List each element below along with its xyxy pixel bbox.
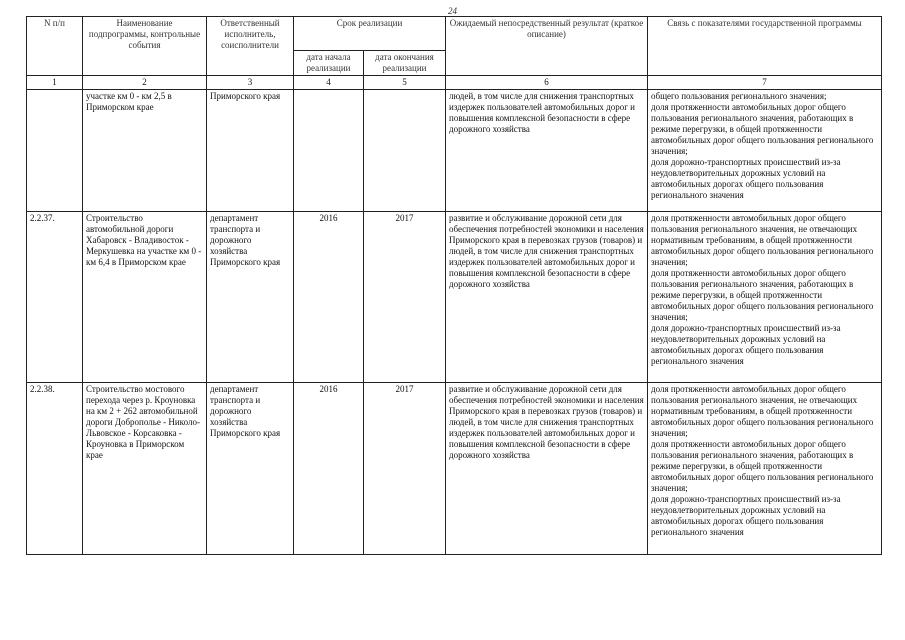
header-start-date: дата начала реализации: [294, 51, 364, 76]
row-indicators: доля протяженности автомобильных дорог общего пользования регионального значения, не отвечающих нормативным требованиям, в общей протяженности автомобильных дорог общего пользования регионального значения; доля протяженности автомобильных дорог общего пользования регионального значения, работающих в режиме перегрузки, в общей протяженности автомобильных дорог общего пользования регионального значения; доля дорожно-транспортных происшествий из-за неудовлетворительных дорожных условий на автомобильных дорогах общего пользования регионального значения: [648, 383, 882, 555]
table-row: [27, 90, 882, 212]
header-link: Связь с показателями государственной программы: [648, 17, 882, 76]
header-period: Срок реализации: [294, 17, 446, 51]
row-number: 2.2.37.: [27, 212, 83, 383]
column-number: 6: [446, 76, 648, 90]
row-executor: Приморского края: [207, 90, 294, 212]
table-row: [27, 383, 882, 555]
program-table: [26, 16, 882, 555]
header-result: Ожидаемый непосредственный результат (краткое описание): [446, 17, 648, 76]
column-number: 4: [294, 76, 364, 90]
row-result: развитие и обслуживание дорожной сети для обеспечения потребностей экономики и населения Приморского края в перевозках грузов (товаров) и людей, в том числе для снижения транспортных издержек пользователей автомобильных дорог и повышения комплексной безопасности в сфере дорожного хозяйства: [446, 212, 648, 383]
table-header: [27, 17, 882, 90]
row-name: участке км 0 - км 2,5 в Приморском крае: [83, 90, 207, 212]
column-number: 3: [207, 76, 294, 90]
row-indicators: доля протяженности автомобильных дорог общего пользования регионального значения, не отвечающих нормативным требованиям, в общей протяженности автомобильных дорог общего пользования регионального значения; доля протяженности автомобильных дорог общего пользования регионального значения, работающих в режиме перегрузки, в общей протяженности автомобильных дорог общего пользования регионального значения; доля дорожно-транспортных происшествий из-за неудовлетворительных дорожных условий на автомобильных дорогах общего пользования регионального значения: [648, 212, 882, 383]
column-number: 2: [83, 76, 207, 90]
row-end-year: 2017: [364, 212, 446, 383]
row-number: 2.2.38.: [27, 383, 83, 555]
column-numbers-row: [27, 76, 882, 90]
column-number: 1: [27, 76, 83, 90]
row-name: Строительство мостового перехода через р. Кроуновка на км 2 + 262 автомобильной дороги Доброполье - Николо-Львовское - Корсаковка - Кроуновка в Приморском крае: [83, 383, 207, 555]
column-number: 7: [648, 76, 882, 90]
column-number: 5: [364, 76, 446, 90]
row-start-year: 2016: [294, 383, 364, 555]
table-row: [27, 212, 882, 383]
row-executor: департамент транспорта и дорожного хозяйства Приморского края: [207, 212, 294, 383]
table-body: [27, 90, 882, 555]
row-number: [27, 90, 83, 212]
row-end-year: [364, 90, 446, 212]
page-number: 24: [448, 6, 457, 16]
row-start-year: [294, 90, 364, 212]
row-executor: департамент транспорта и дорожного хозяйства Приморского края: [207, 383, 294, 555]
row-name: Строительство автомобильной дороги Хабаровск - Владивосток - Меркушевка на участке км 0 - км 6,4 в Приморском крае: [83, 212, 207, 383]
row-end-year: 2017: [364, 383, 446, 555]
row-start-year: 2016: [294, 212, 364, 383]
header-number: N п/п: [27, 17, 83, 76]
header-end-date: дата окончания реализации: [364, 51, 446, 76]
header-name: Наименование подпрограммы, контрольные события: [83, 17, 207, 76]
row-indicators: общего пользования регионального значения; доля протяженности автомобильных дорог общего пользования регионального значения, работающих в режиме перегрузки, в общей протяженности автомобильных дорог общего пользования регионального значения; доля дорожно-транспортных происшествий из-за неудовлетворительных дорожных условий на автомобильных дорогах общего пользования регионального значения: [648, 90, 882, 212]
row-result: развитие и обслуживание дорожной сети для обеспечения потребностей экономики и населения Приморского края в перевозках грузов (товаров) и людей, в том числе для снижения транспортных издержек пользователей автомобильных дорог и повышения комплексной безопасности в сфере дорожного хозяйства: [446, 383, 648, 555]
row-result: людей, в том числе для снижения транспортных издержек пользователей автомобильных дорог и повышения комплексной безопасности в сфере дорожного хозяйства: [446, 90, 648, 212]
header-executor: Ответственный исполнитель, соисполнители: [207, 17, 294, 76]
